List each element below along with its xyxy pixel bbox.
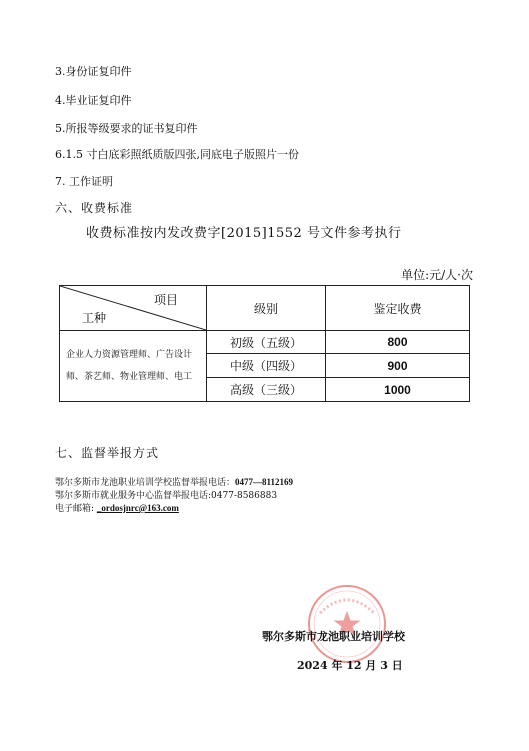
level-cell: 高级（三级） <box>207 378 326 402</box>
email-label: 电子邮箱: <box>55 504 97 514</box>
supervision-heading: 七、监督举报方式 <box>55 446 160 460</box>
fee-table <box>59 285 470 402</box>
issue-date: 2024 年 12 月 3 日 <box>297 659 403 672</box>
fee-cell: 1000 <box>326 378 470 402</box>
header-level: 级别 <box>207 286 326 331</box>
school-hotline-label: 鄂尔多斯市龙池职业培训学校监督举报电话： <box>55 478 236 488</box>
official-seal-icon <box>306 583 388 665</box>
diagonal-header-cell <box>60 286 207 331</box>
email-line <box>55 501 179 514</box>
requirement-item: 5.所报等级要求的证书复印件 <box>55 122 198 135</box>
employment-center-hotline: 鄂尔多斯市就业服务中心监督举报电话:0477-8586883 <box>55 491 278 501</box>
header-fee: 鉴定收费 <box>326 286 470 331</box>
requirement-item: 4.毕业证复印件 <box>55 94 132 107</box>
level-cell: 初级（五级） <box>207 331 326 354</box>
fee-section-heading: 六、收费标准 <box>55 201 134 215</box>
fee-standard-text: 收费标准按内发改费字[2015]1552 号文件参考执行 <box>86 226 402 241</box>
fee-unit-label: 单位:元/人·次 <box>401 268 473 282</box>
header-item: 项目 <box>153 293 178 307</box>
school-hotline-number: 0477—8112169 <box>235 477 294 487</box>
header-job-type: 工种 <box>82 311 107 325</box>
requirement-item: 3.身份证复印件 <box>55 65 132 78</box>
email-address: _ordosjnrc@163.com <box>96 503 179 513</box>
requirement-item: 7. 工作证明 <box>55 175 113 188</box>
level-cell: 中级（四级） <box>207 354 326 378</box>
job-types-cell: 企业人力资源管理师、广告设计师、茶艺师、物业管理师、电工 <box>60 331 207 402</box>
requirement-item: 6.1.5 寸白底彩照纸质版四张,同底电子版照片一份 <box>55 148 299 161</box>
issuing-organization: 鄂尔多斯市龙池职业培训学校 <box>262 630 405 643</box>
fee-cell: 800 <box>326 331 470 354</box>
fee-cell: 900 <box>326 354 470 378</box>
school-hotline <box>55 475 293 488</box>
